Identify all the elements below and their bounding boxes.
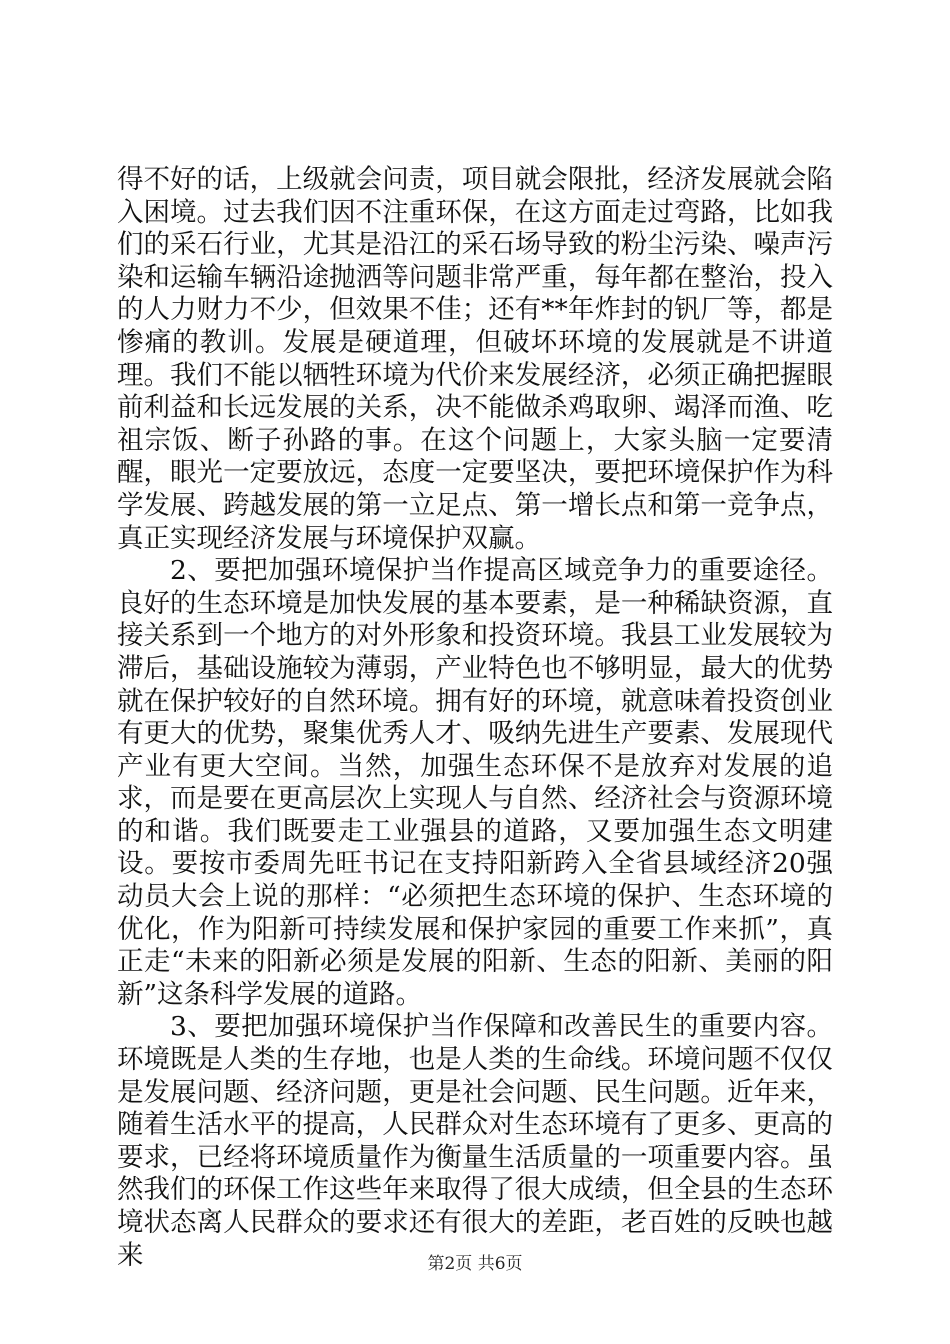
document-body <box>117 164 833 1272</box>
paragraph-point-2: 2、要把加强环境保护当作提高区域竞争力的重要途径。良好的生态环境是加快发展的基本要素，是一种稀缺资源，直接关系到一个地方的对外形象和投资环境。我县工业发展较为滞后，基础设施较为薄弱，产业特色也不够明显，最大的优势就在保护较好的自然环境。拥有好的环境，就意味着投资创业有更大的优势，聚集优秀人才、吸纳先进生产要素、发展现代产业有更大空间。当然，加强生态环保不是放弃对发展的追求，而是要在更高层次上实现人与自然、经济社会与资源环境的和谐。我们既要走工业强县的道路，又要加强生态文明建设。要按市委周先旺书记在支持阳新跨入全省县域经济20强动员大会上说的那样：“必须把生态环境的保护、生态环境的优化，作为阳新可持续发展和保护家园的重要工作来抓”，真正走“未来的阳新必须是发展的阳新、生态的阳新、美丽的阳新”这条科学发展的道路。 <box>117 555 833 1010</box>
page-number-footer: 第2页 共6页 <box>427 1254 523 1274</box>
paragraph-point-3: 3、要把加强环境保护当作保障和改善民生的重要内容。环境既是人类的生存地，也是人类的生命线。环境问题不仅仅是发展问题、经济问题，更是社会问题、民生问题。近年来，随着生活水平的提高，人民群众对生态环境有了更多、更高的要求，已经将环境质量作为衡量生活质量的一项重要内容。虽然我们的环保工作这些年来取得了很大成绩，但全县的生态环境状态离人民群众的要求还有很大的差距，老百姓的反映也越来 <box>117 1011 833 1271</box>
paragraph-continuation: 得不好的话，上级就会问责，项目就会限批，经济发展就会陷入困境。过去我们因不注重环保，在这方面走过弯路，比如我们的采石行业，尤其是沿江的采石场导致的粉尘污染、噪声污染和运输车辆沿途抛洒等问题非常严重，每年都在整治，投入的人力财力不少，但效果不佳；还有**年炸封的钒厂等，都是惨痛的教训。发展是硬道理，但破坏环境的发展就是不讲道理。我们不能以牺牲环境为代价来发展经济，必须正确把握眼前利益和长远发展的关系，决不能做杀鸡取卵、竭泽而渔、吃祖宗饭、断子孙路的事。在这个问题上，大家头脑一定要清醒，眼光一定要放远，态度一定要坚决，要把环境保护作为科学发展、跨越发展的第一立足点、第一增长点和第一竞争点，真正实现经济发展与环境保护双赢。 <box>117 164 833 554</box>
